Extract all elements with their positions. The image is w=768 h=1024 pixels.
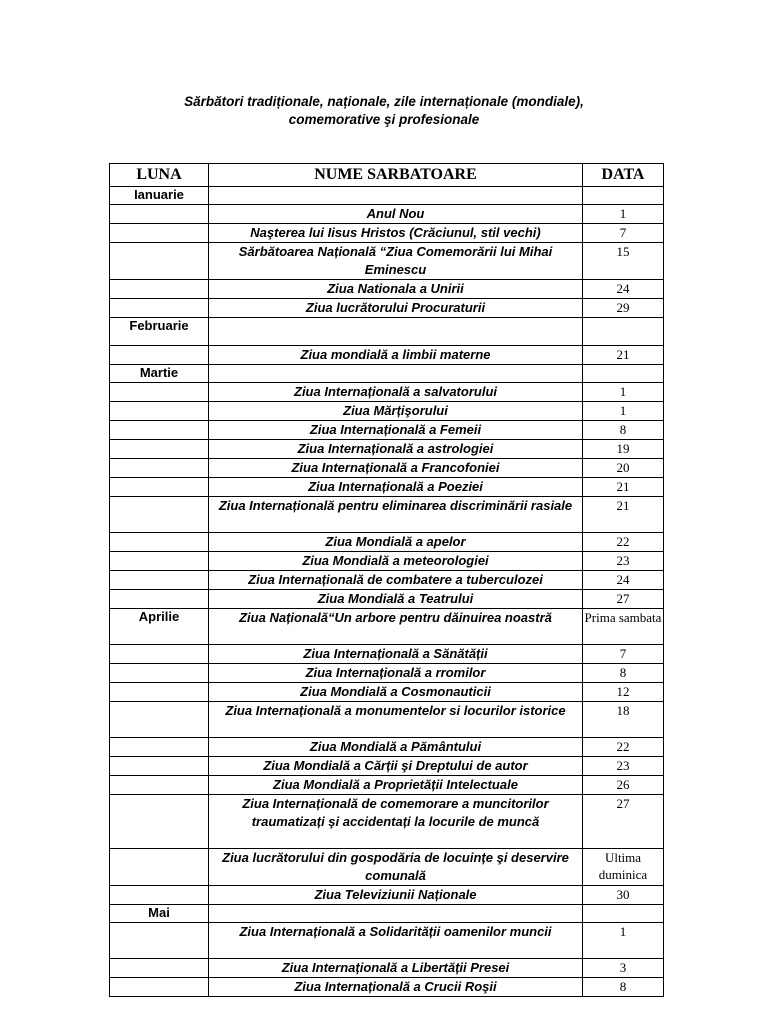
month-cell <box>110 886 209 905</box>
month-cell <box>110 383 209 402</box>
table-row <box>110 552 664 571</box>
month-cell <box>110 440 209 459</box>
date-cell: 1 <box>583 383 664 402</box>
holiday-name-cell: Ziua Mondială a meteorologiei <box>209 552 583 571</box>
table-row <box>110 645 664 664</box>
month-cell <box>110 533 209 552</box>
holiday-name-cell: Ziua lucrătorului Procuraturii <box>209 299 583 318</box>
table-row <box>110 738 664 757</box>
month-cell <box>110 645 209 664</box>
header-luna: LUNA <box>110 164 209 187</box>
holiday-name-cell: Ziua Națională“Un arbore pentru dăinuirea noastră <box>209 609 583 645</box>
date-cell: 22 <box>583 738 664 757</box>
month-cell <box>110 590 209 609</box>
date-cell: 27 <box>583 795 664 849</box>
title-line-2: comemorative şi profesionale <box>288 112 480 127</box>
table-row <box>110 402 664 421</box>
month-cell <box>110 459 209 478</box>
holiday-name-cell: Ziua Internațională a Poeziei <box>209 478 583 497</box>
date-cell: 7 <box>583 645 664 664</box>
month-cell: Ianuarie <box>110 187 209 205</box>
holidays-table <box>109 163 664 997</box>
table-row <box>110 478 664 497</box>
holiday-name-cell <box>209 318 583 346</box>
date-cell: 7 <box>583 224 664 243</box>
month-cell <box>110 959 209 978</box>
holiday-name-cell: Ziua Mondială a Cărții şi Dreptului de autor <box>209 757 583 776</box>
title-line-1: Sărbători tradiționale, naționale, zile internaționale (mondiale), <box>184 94 584 109</box>
holiday-name-cell <box>209 187 583 205</box>
table-row <box>110 978 664 997</box>
month-cell <box>110 776 209 795</box>
table-row <box>110 243 664 280</box>
holiday-name-cell: Ziua Mărțişorului <box>209 402 583 421</box>
month-cell <box>110 299 209 318</box>
holiday-name-cell: Ziua Mondială a Teatrului <box>209 590 583 609</box>
document-title <box>0 93 768 129</box>
date-cell: 23 <box>583 757 664 776</box>
holiday-name-cell: Ziua Nationala a Unirii <box>209 280 583 299</box>
date-cell: 1 <box>583 923 664 959</box>
table-row <box>110 571 664 590</box>
table-row <box>110 849 664 886</box>
holiday-name-cell: Naşterea lui Iisus Hristos (Crăciunul, stil vechi) <box>209 224 583 243</box>
month-cell <box>110 702 209 738</box>
holiday-name-cell: Ziua Internațională a astrologiei <box>209 440 583 459</box>
table-row <box>110 886 664 905</box>
table-row <box>110 590 664 609</box>
table-row <box>110 959 664 978</box>
date-cell: 21 <box>583 478 664 497</box>
holiday-name-cell: Ziua Mondială a Proprietății Intelectuale <box>209 776 583 795</box>
month-cell <box>110 280 209 299</box>
month-cell <box>110 205 209 224</box>
month-cell <box>110 552 209 571</box>
holiday-name-cell: Ziua Internațională de combatere a tuberculozei <box>209 571 583 590</box>
month-cell <box>110 757 209 776</box>
month-cell <box>110 795 209 849</box>
table-row <box>110 346 664 365</box>
holiday-name-cell: Ziua Televiziunii Naționale <box>209 886 583 905</box>
date-cell <box>583 905 664 923</box>
table-row <box>110 795 664 849</box>
holiday-name-cell: Ziua Internațională a Crucii Roşii <box>209 978 583 997</box>
holiday-name-cell: Ziua lucrătorului din gospodăria de locuințe şi deservire comunală <box>209 849 583 886</box>
holiday-name-cell: Ziua Internațională a Sănătății <box>209 645 583 664</box>
date-cell: 21 <box>583 497 664 533</box>
table-row <box>110 383 664 402</box>
month-cell <box>110 497 209 533</box>
date-cell: 3 <box>583 959 664 978</box>
month-cell <box>110 224 209 243</box>
holiday-name-cell: Ziua mondială a limbii materne <box>209 346 583 365</box>
holiday-name-cell: Ziua Mondială a apelor <box>209 533 583 552</box>
month-cell: Martie <box>110 365 209 383</box>
holiday-name-cell <box>209 365 583 383</box>
table-row <box>110 280 664 299</box>
table-body <box>110 187 664 997</box>
date-cell: 8 <box>583 978 664 997</box>
table-row <box>110 187 664 205</box>
table-row <box>110 757 664 776</box>
date-cell: Ultima duminica <box>583 849 664 886</box>
month-cell <box>110 849 209 886</box>
date-cell: 26 <box>583 776 664 795</box>
date-cell: 8 <box>583 664 664 683</box>
holiday-name-cell: Sărbătoarea Națională “Ziua Comemorării lui Mihai Eminescu <box>209 243 583 280</box>
month-cell: Mai <box>110 905 209 923</box>
date-cell: 24 <box>583 571 664 590</box>
month-cell <box>110 978 209 997</box>
date-cell: 27 <box>583 590 664 609</box>
holiday-name-cell: Anul Nou <box>209 205 583 224</box>
holiday-name-cell: Ziua Mondială a Pământului <box>209 738 583 757</box>
month-cell <box>110 738 209 757</box>
table-row <box>110 609 664 645</box>
table-row <box>110 923 664 959</box>
date-cell: 29 <box>583 299 664 318</box>
table-row <box>110 533 664 552</box>
date-cell: 20 <box>583 459 664 478</box>
date-cell <box>583 365 664 383</box>
date-cell: 15 <box>583 243 664 280</box>
table-row <box>110 497 664 533</box>
table-row <box>110 318 664 346</box>
date-cell: 23 <box>583 552 664 571</box>
table-row <box>110 224 664 243</box>
table-row <box>110 440 664 459</box>
date-cell: 18 <box>583 702 664 738</box>
table-row <box>110 365 664 383</box>
holiday-name-cell: Ziua Internațională a monumentelor si locurilor istorice <box>209 702 583 738</box>
month-cell <box>110 571 209 590</box>
date-cell: 1 <box>583 402 664 421</box>
holiday-name-cell: Ziua Internațională a Francofoniei <box>209 459 583 478</box>
holiday-name-cell: Ziua Internațională a Femeii <box>209 421 583 440</box>
table-row <box>110 683 664 702</box>
holiday-name-cell: Ziua Internațională a rromilor <box>209 664 583 683</box>
table-header-row <box>110 164 664 187</box>
table-row <box>110 664 664 683</box>
date-cell: 1 <box>583 205 664 224</box>
month-cell <box>110 346 209 365</box>
date-cell <box>583 187 664 205</box>
holiday-name-cell: Ziua Internațională pentru eliminarea discriminării rasiale <box>209 497 583 533</box>
date-cell: Prima sambata <box>583 609 664 645</box>
date-cell: 24 <box>583 280 664 299</box>
month-cell <box>110 421 209 440</box>
table-row <box>110 421 664 440</box>
table-row <box>110 702 664 738</box>
date-cell: 21 <box>583 346 664 365</box>
table-row <box>110 776 664 795</box>
month-cell <box>110 683 209 702</box>
date-cell <box>583 318 664 346</box>
holiday-name-cell: Ziua Internațională a Libertății Presei <box>209 959 583 978</box>
month-cell <box>110 478 209 497</box>
table-row <box>110 299 664 318</box>
holiday-name-cell: Ziua Internațională a salvatorului <box>209 383 583 402</box>
table-row <box>110 459 664 478</box>
holiday-name-cell <box>209 905 583 923</box>
month-cell <box>110 664 209 683</box>
month-cell: Aprilie <box>110 609 209 645</box>
date-cell: 30 <box>583 886 664 905</box>
date-cell: 22 <box>583 533 664 552</box>
holiday-name-cell: Ziua Internațională a Solidarității oamenilor muncii <box>209 923 583 959</box>
holiday-name-cell: Ziua Mondială a Cosmonauticii <box>209 683 583 702</box>
month-cell <box>110 923 209 959</box>
date-cell: 19 <box>583 440 664 459</box>
month-cell <box>110 243 209 280</box>
holiday-name-cell: Ziua Internațională de comemorare a muncitorilor traumatizați şi accidentați la locurile de muncă <box>209 795 583 849</box>
table-row <box>110 205 664 224</box>
date-cell: 12 <box>583 683 664 702</box>
header-data: DATA <box>583 164 664 187</box>
date-cell: 8 <box>583 421 664 440</box>
month-cell <box>110 402 209 421</box>
table-row <box>110 905 664 923</box>
month-cell: Februarie <box>110 318 209 346</box>
header-nume-sarbatoare: NUME SARBATOARE <box>209 164 583 187</box>
